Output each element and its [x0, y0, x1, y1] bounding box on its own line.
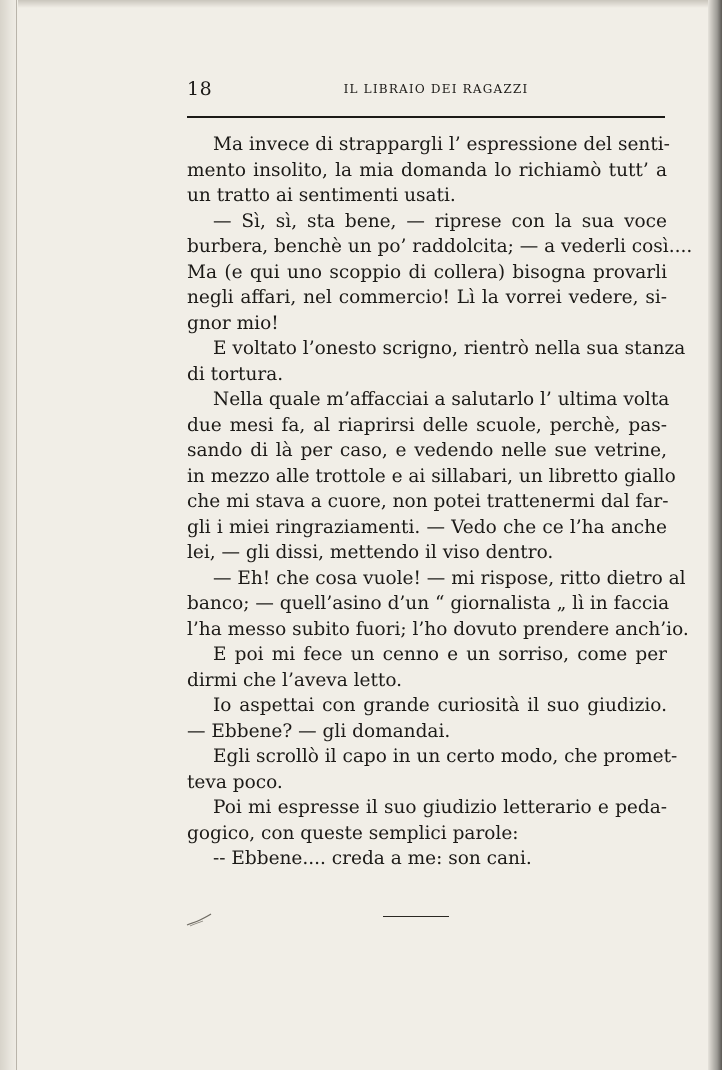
page-number: 18: [187, 78, 213, 100]
text-body: [187, 132, 693, 872]
text-line: mento insolito, la mia domanda lo richiamò tutt’ a: [187, 159, 667, 181]
text-line: lei, — gli dissi, mettendo il viso dentro.: [187, 542, 554, 563]
text-line: E voltato l’onesto scrigno, rientrò nella sua stanza: [213, 338, 686, 359]
text-line: -- Ebbene.... creda a me: son cani.: [213, 848, 532, 869]
gutter-line: [16, 0, 17, 1070]
text-line: dirmi che l’aveva letto.: [187, 669, 403, 691]
text-line: sando di là per caso, e vedendo nelle sue vetrine,: [187, 440, 667, 461]
header-rule: [187, 116, 665, 118]
end-rule: [383, 916, 449, 917]
page-right-edge: [708, 0, 722, 1070]
text-line: gogico, con queste semplici parole:: [187, 822, 519, 844]
text-line: Ma invece di strappargli l’ espressione del senti-: [213, 134, 670, 155]
text-line: l’ha messo subito fuori; l’ho dovuto prendere anch’io.: [187, 618, 689, 640]
text-line: in mezzo alle trottole e ai sillabari, un libretto giallo: [187, 465, 676, 487]
text-line: gnor mio!: [187, 312, 279, 334]
text-line: Io aspettai con grande curiosità il suo giudizio.: [213, 695, 667, 716]
text-line: gli i miei ringraziamenti. — Vedo che ce l’ha anche: [187, 516, 667, 538]
text-line: Nella quale m’affacciai a salutarlo l’ ultima volta: [213, 389, 670, 410]
text-line: — Eh! che cosa vuole! — mi rispose, ritto dietro al: [213, 567, 686, 589]
text-line: burbera, benchè un po’ raddolcita; — a vederli così....: [187, 236, 693, 257]
text-line: — Ebbene? — gli domandai.: [187, 720, 451, 742]
text-line: Poi mi espresse il suo giudizio letterario e peda-: [213, 797, 667, 818]
text-line: Ma (e qui uno scoppio di collera) bisogna provarli: [187, 261, 667, 283]
text-line: — Sì, sì, sta bene, — riprese con la sua voce: [213, 210, 667, 232]
text-line: un tratto ai sentimenti usati.: [187, 185, 456, 206]
page-top-shadow: [0, 0, 722, 8]
text-line: E poi mi fece un cenno e un sorriso, come per: [213, 644, 667, 665]
text-line: di tortura.: [187, 363, 284, 385]
text-line: che mi stava a cuore, non potei trattenermi dal far-: [187, 491, 669, 512]
text-line: due mesi fa, al riaprirsi delle scuole, perchè, pas-: [187, 414, 667, 436]
text-line: teva poco.: [187, 771, 283, 793]
text-line: Egli scrollò il capo in un certo modo, che promet-: [213, 746, 678, 767]
text-line: banco; — quell’asino d’un “ giornalista „ lì in faccia: [187, 593, 670, 614]
ink-smudge-icon: [186, 913, 212, 927]
page-header: [187, 78, 665, 102]
text-line: negli affari, nel commercio! Lì la vorrei vedere, si-: [187, 287, 667, 308]
running-title: IL LIBRAIO DEI RAGAZZI: [343, 82, 529, 96]
